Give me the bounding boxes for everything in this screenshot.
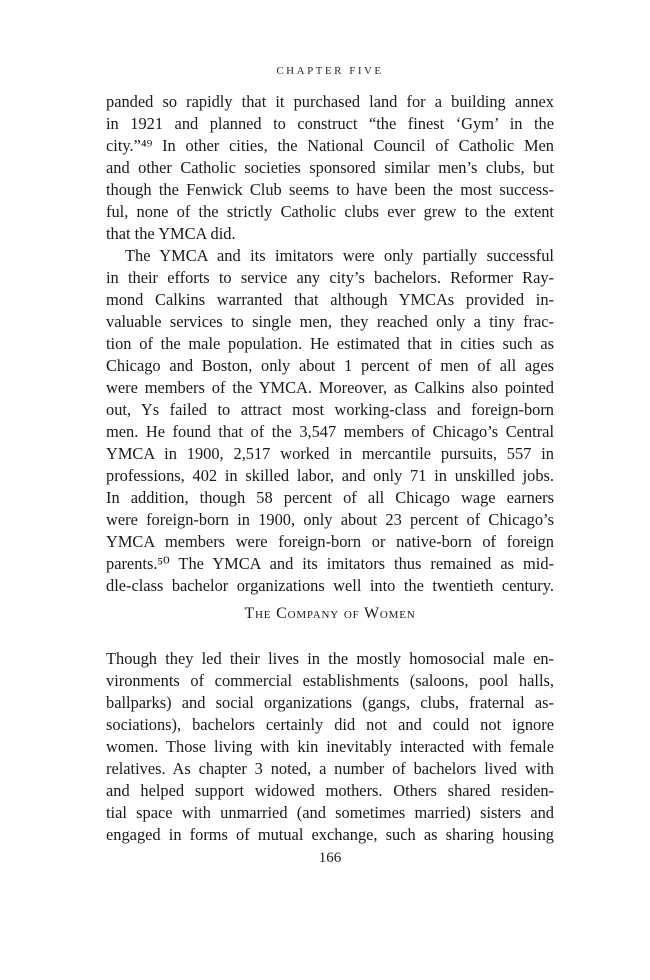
section-heading: The Company of Women	[244, 605, 416, 622]
text-line: that the YMCA did.	[106, 224, 236, 243]
text-line: mond Calkins warranted that although YMCAs provided in-	[106, 290, 554, 309]
text-line: were members of the YMCA. Moreover, as Calkins also pointed	[106, 378, 554, 397]
text-line: YMCA in 1900, 2,517 worked in mercantile pursuits, 557 in	[106, 444, 554, 463]
text-line: engaged in forms of mutual exchange, such as sharing housing	[106, 825, 554, 844]
text-line: ballparks) and social organizations (gangs, clubs, fraternal as-	[106, 693, 554, 712]
text-line: Chicago and Boston, only about 1 percent of men of all ages	[106, 356, 554, 375]
paragraph-company-of-women	[106, 648, 554, 846]
text-line: in 1921 and planned to construct “the finest ‘Gym’ in the	[106, 114, 554, 133]
text-line: In addition, though 58 percent of all Chicago wage earners	[106, 488, 554, 507]
paragraph-ymca-imitators	[106, 245, 554, 597]
text-line: city.”⁴⁹ In other cities, the National Council of Catholic Men	[106, 136, 554, 155]
paragraph-continued	[106, 91, 554, 245]
text-line: professions, 402 in skilled labor, and only 71 in unskilled jobs.	[106, 466, 554, 485]
text-line: were foreign-born in 1900, only about 23 percent of Chicago’s	[106, 510, 554, 529]
text-line: tion of the male population. He estimated that in cities such as	[106, 334, 554, 353]
text-line: valuable services to single men, they reached only a tiny frac-	[106, 312, 554, 331]
text-line: The YMCA and its imitators were only partially successful	[125, 246, 554, 265]
text-line: YMCA members were foreign-born or native-born of foreign	[106, 532, 554, 551]
text-line: and helped support widowed mothers. Others shared residen-	[106, 781, 554, 800]
text-line: men. He found that of the 3,547 members of Chicago’s Central	[106, 422, 554, 441]
text-line: women. Those living with kin inevitably interacted with female	[106, 737, 554, 756]
text-line: and other Catholic societies sponsored similar men’s clubs, but	[106, 158, 554, 177]
text-line: relatives. As chapter 3 noted, a number of bachelors lived with	[106, 759, 554, 778]
page-number: 166	[318, 850, 342, 866]
text-line: in their efforts to service any city’s bachelors. Reformer Ray-	[106, 268, 554, 287]
running-head: CHAPTER FIVE	[276, 65, 384, 77]
text-line: parents.⁵⁰ The YMCA and its imitators thus remained as mid-	[106, 554, 554, 573]
text-line: out, Ys failed to attract most working-class and foreign-born	[106, 400, 554, 419]
text-line: panded so rapidly that it purchased land for a building annex	[106, 92, 554, 111]
text-line: ful, none of the strictly Catholic clubs ever grew to the extent	[106, 202, 554, 221]
text-line: though the Fenwick Club seems to have been the most success-	[106, 180, 554, 199]
text-line: tial space with unmarried (and sometimes married) sisters and	[106, 803, 554, 822]
text-line: sociations), bachelors certainly did not and could not ignore	[106, 715, 554, 734]
book-page	[106, 0, 554, 980]
text-line: Though they led their lives in the mostly homosocial male en-	[106, 649, 554, 668]
text-line: vironments of commercial establishments (saloons, pool halls,	[106, 671, 554, 690]
text-line: dle-class bachelor organizations well into the twentieth century.	[106, 576, 554, 595]
